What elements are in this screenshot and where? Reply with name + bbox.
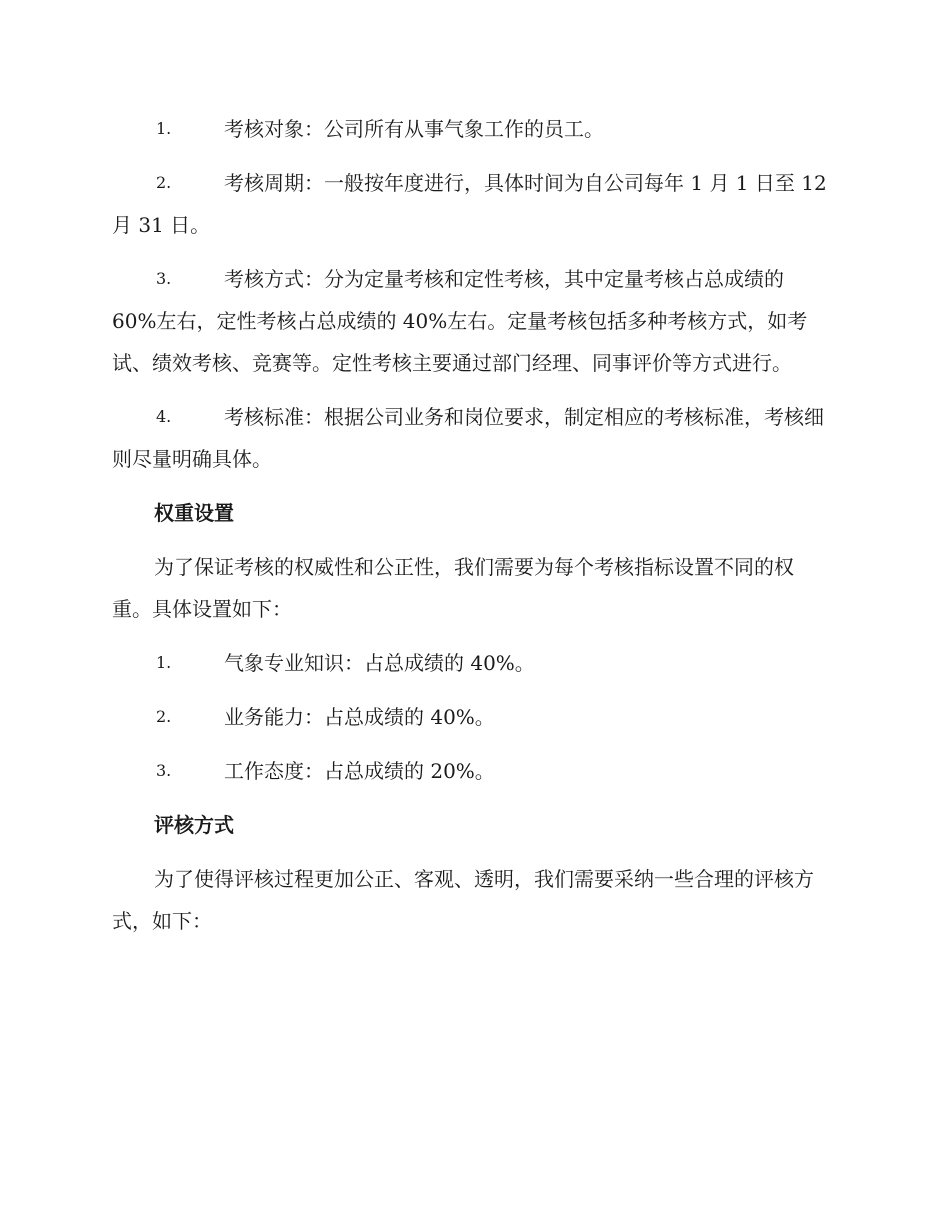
list-number: 1. bbox=[156, 653, 172, 672]
list-text: 工作态度：占总成绩的 20%。 bbox=[224, 759, 495, 783]
list-item bbox=[112, 108, 832, 150]
list-number: 2. bbox=[156, 707, 172, 726]
list-number: 4. bbox=[156, 407, 172, 426]
list-item bbox=[112, 750, 832, 792]
list-text: 业务能力：占总成绩的 40%。 bbox=[224, 705, 495, 729]
list-item bbox=[112, 642, 832, 684]
list-item bbox=[112, 162, 832, 246]
list-number: 3. bbox=[156, 761, 172, 780]
evaluation-intro-paragraph: 为了使得评核过程更加公正、客观、透明，我们需要采纳一些合理的评核方式，如下： bbox=[112, 867, 814, 933]
list-number: 3. bbox=[156, 269, 172, 288]
list-item bbox=[112, 696, 832, 738]
list-text: 考核对象：公司所有从事气象工作的员工。 bbox=[224, 117, 604, 141]
list-item bbox=[112, 258, 832, 384]
list-text: 考核周期：一般按年度进行，具体时间为自公司每年 1 月 1 日至 12 月 31 日。 bbox=[112, 171, 827, 237]
list-number: 1. bbox=[156, 119, 172, 138]
list-text: 考核方式：分为定量考核和定性考核，其中定量考核占总成绩的 60%左右，定性考核占总成绩的 40%左右。定量考核包括多种考核方式，如考试、绩效考核、竞赛等。定性考核主要通过部门经理、同事评价等方式进行。 bbox=[112, 267, 808, 375]
list-text: 气象专业知识：占总成绩的 40%。 bbox=[224, 651, 535, 675]
list-number: 2. bbox=[156, 173, 172, 192]
weights-intro-paragraph: 为了保证考核的权威性和公正性，我们需要为每个考核指标设置不同的权重。具体设置如下： bbox=[112, 555, 794, 621]
section-heading-weights: 权重设置 bbox=[154, 501, 234, 525]
document-page bbox=[112, 108, 832, 954]
list-text: 考核标准：根据公司业务和岗位要求，制定相应的考核标准，考核细则尽量明确具体。 bbox=[112, 405, 824, 471]
list-item bbox=[112, 396, 832, 480]
section-heading-evaluation: 评核方式 bbox=[154, 813, 234, 837]
